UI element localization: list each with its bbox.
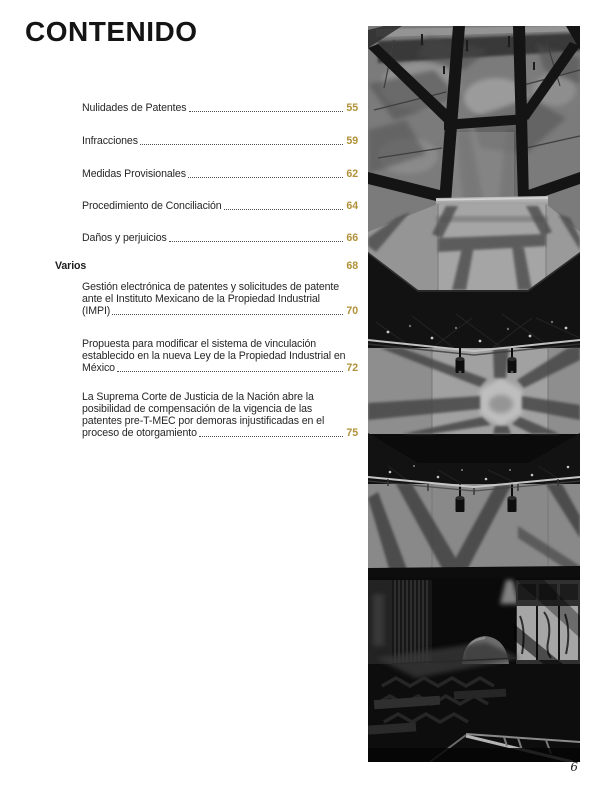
toc-entry-label: Medidas Provisionales <box>82 168 186 180</box>
toc-entry-line: patentes pre-T-MEC por demoras injustificadas en el <box>82 415 325 427</box>
folio-page-number: 6 <box>570 760 578 774</box>
dotted-leader <box>224 209 344 210</box>
atrium-photo <box>368 26 580 762</box>
toc-section-varios[interactable] <box>55 260 358 272</box>
toc-page-number: 64 <box>346 200 358 212</box>
toc-entry-line: México <box>82 362 115 374</box>
toc-entry[interactable] <box>82 168 358 180</box>
toc-page-number: 68 <box>346 260 358 272</box>
toc-entry[interactable] <box>82 338 358 374</box>
toc-entry-label: Infracciones <box>82 135 138 147</box>
toc-entry-line: posibilidad de compensación de la vigencia de las <box>82 403 313 415</box>
toc-entry[interactable] <box>82 102 358 114</box>
toc-entry-line: Gestión electrónica de patentes y solicitudes de patente <box>82 281 340 293</box>
dotted-leader <box>169 241 344 242</box>
toc-entry[interactable] <box>82 391 358 439</box>
toc-page-number: 62 <box>346 168 358 180</box>
toc-page-number: 59 <box>346 135 358 147</box>
page-title: CONTENIDO <box>25 16 198 47</box>
toc-page-number: 70 <box>346 305 358 317</box>
toc-entry-line: ante el Instituto Mexicano de la Propiedad Industrial <box>82 293 320 305</box>
toc-entry[interactable] <box>82 200 358 212</box>
dotted-leader <box>112 314 343 315</box>
toc-page-number: 66 <box>346 232 358 244</box>
toc-page-number: 55 <box>346 102 358 114</box>
dotted-leader <box>189 111 344 112</box>
toc-entry[interactable] <box>82 281 358 317</box>
toc-entry-label: Procedimiento de Conciliación <box>82 200 222 212</box>
toc-section-label: Varios <box>55 260 87 272</box>
toc-entry-line: Propuesta para modificar el sistema de vinculación <box>82 338 317 350</box>
dotted-leader <box>117 371 343 372</box>
toc-entry-line: establecido en la nueva Ley de la Propiedad Industrial en <box>82 350 346 362</box>
toc-entry[interactable] <box>82 135 358 147</box>
dotted-leader <box>199 436 344 437</box>
toc-page-number: 75 <box>346 427 358 439</box>
toc-entry-label: Nulidades de Patentes <box>82 102 187 114</box>
toc-entry[interactable] <box>82 232 358 244</box>
toc-entry-label: Daños y perjuicios <box>82 232 167 244</box>
toc-entry-line: (IMPI) <box>82 305 111 317</box>
toc-entry-line: proceso de otorgamiento <box>82 427 197 439</box>
dotted-leader <box>140 144 343 145</box>
dotted-leader <box>188 177 344 178</box>
table-of-contents <box>55 102 358 439</box>
toc-entry-line: La Suprema Corte de Justicia de la Nación abre la <box>82 391 314 403</box>
toc-page-number: 72 <box>346 362 358 374</box>
